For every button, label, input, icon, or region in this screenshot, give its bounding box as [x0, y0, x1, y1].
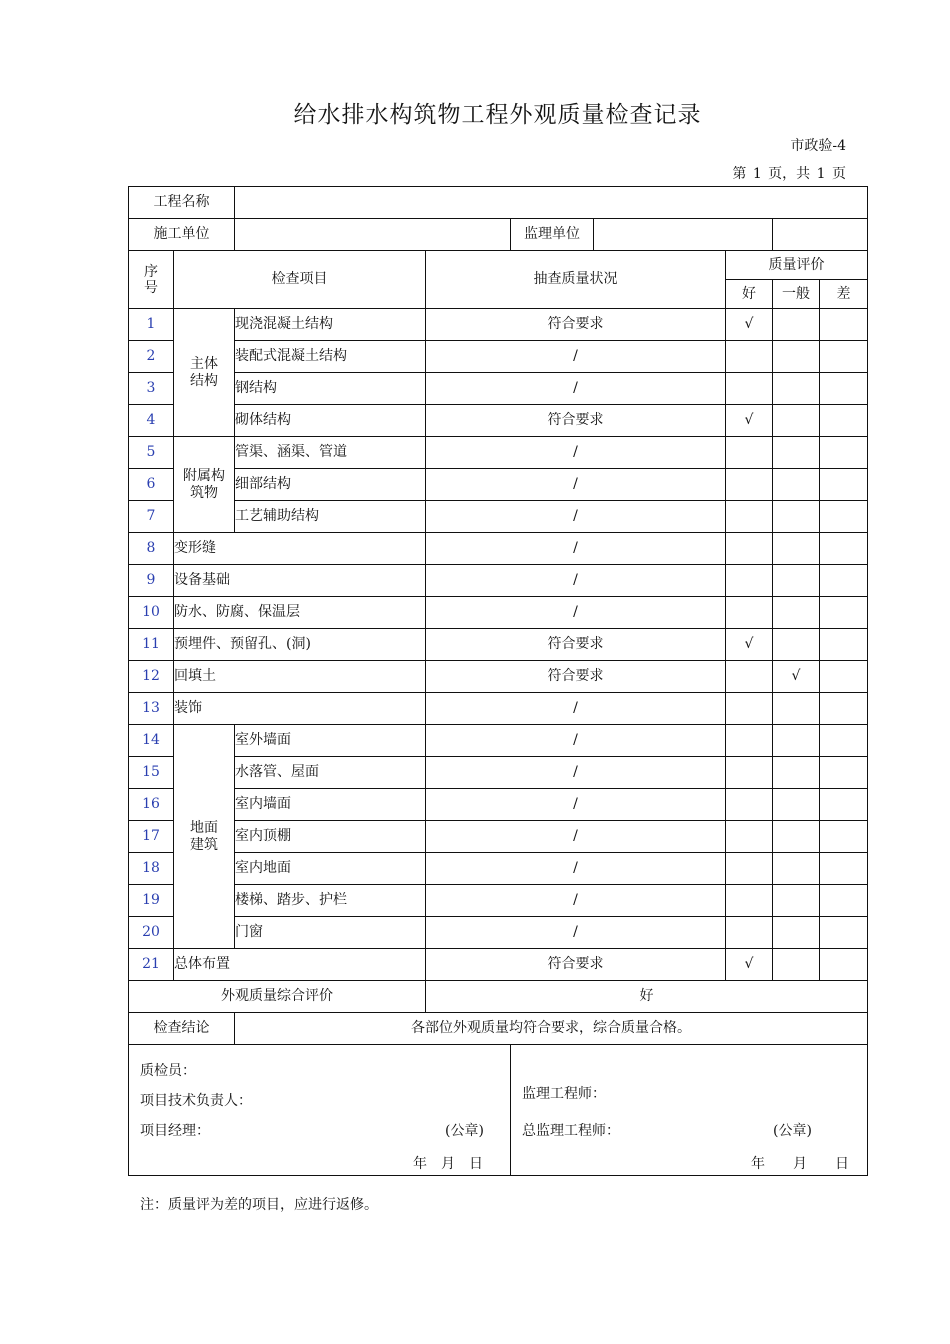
row-fair	[773, 597, 820, 629]
document-title: 给水排水构筑物工程外观质量检查记录	[293, 102, 702, 128]
header-fair: 一般	[773, 280, 820, 309]
row-status: /	[426, 725, 726, 757]
row-good	[726, 821, 773, 853]
seal-left: (公章)	[445, 1123, 484, 1139]
header-status: 抽查质量状况	[426, 251, 726, 309]
chief-supervisor-label: 总监理工程师：	[522, 1123, 620, 1139]
row-no: 2	[129, 341, 174, 373]
row-item: 楼梯、踏步、护栏	[235, 885, 426, 917]
header-seq-text: 序号	[144, 263, 158, 296]
row-fair	[773, 533, 820, 565]
row-good	[726, 725, 773, 757]
row-good	[726, 501, 773, 533]
row-fair	[773, 693, 820, 725]
row-no: 1	[129, 309, 174, 341]
row-good	[726, 757, 773, 789]
row-no: 9	[129, 565, 174, 597]
table-row	[129, 821, 868, 853]
row-fair	[773, 917, 820, 949]
row-no: 21	[129, 949, 174, 981]
supervisor-label: 监理工程师：	[522, 1086, 606, 1102]
row-poor	[820, 789, 868, 821]
row-no: 5	[129, 437, 174, 469]
row-no: 17	[129, 821, 174, 853]
row-status: /	[426, 469, 726, 501]
row-poor	[820, 917, 868, 949]
row-status: /	[426, 789, 726, 821]
group-ancillary	[174, 437, 235, 533]
row-item: 细部结构	[235, 469, 426, 501]
conclusion-value: 各部位外观质量均符合要求，综合质量合格。	[235, 1013, 868, 1045]
row-status: 符合要求	[426, 629, 726, 661]
construction-unit-label: 施工单位	[129, 219, 235, 251]
signature-contractor-section	[129, 1045, 511, 1176]
row-no: 14	[129, 725, 174, 757]
header-item: 检查项目	[174, 251, 426, 309]
construction-unit-field[interactable]	[235, 219, 511, 251]
row-status: 符合要求	[426, 309, 726, 341]
row-status: 符合要求	[426, 405, 726, 437]
project-manager-label: 项目经理：	[140, 1123, 210, 1139]
row-fair	[773, 405, 820, 437]
footnote: 注：质量评为差的项目，应进行返修。	[140, 1197, 378, 1213]
row-good: √	[726, 629, 773, 661]
overall-evaluation-label: 外观质量综合评价	[129, 981, 426, 1013]
row-poor	[820, 309, 868, 341]
conclusion-label: 检查结论	[129, 1013, 235, 1045]
row-poor	[820, 373, 868, 405]
row-status: /	[426, 533, 726, 565]
row-good	[726, 917, 773, 949]
group-ancillary-label: 附属构筑物	[183, 467, 225, 501]
row-no: 6	[129, 469, 174, 501]
row-poor	[820, 565, 868, 597]
row-no: 13	[129, 693, 174, 725]
row-item: 变形缝	[174, 533, 426, 565]
project-name-label: 工程名称	[129, 187, 235, 219]
signature-supervisor-section	[511, 1045, 868, 1176]
table-row	[129, 405, 868, 437]
table-row	[129, 437, 868, 469]
table-row	[129, 341, 868, 373]
table-row	[129, 853, 868, 885]
row-item: 装饰	[174, 693, 426, 725]
row-status: 符合要求	[426, 949, 726, 981]
row-status: /	[426, 501, 726, 533]
table-row	[129, 373, 868, 405]
row-no: 15	[129, 757, 174, 789]
row-no: 12	[129, 661, 174, 693]
row-poor	[820, 757, 868, 789]
row-poor	[820, 597, 868, 629]
row-fair	[773, 341, 820, 373]
row-fair	[773, 949, 820, 981]
date-left: 年 月 日	[413, 1156, 483, 1172]
row-poor	[820, 501, 868, 533]
row-fair	[773, 789, 820, 821]
row-item: 防水、防腐、保温层	[174, 597, 426, 629]
row-no: 10	[129, 597, 174, 629]
row-good	[726, 661, 773, 693]
row-no: 3	[129, 373, 174, 405]
group-main-structure-label: 主体结构	[190, 355, 218, 389]
inspection-table	[128, 186, 868, 1176]
overall-evaluation-value: 好	[426, 981, 868, 1013]
row-fair	[773, 821, 820, 853]
row-no: 18	[129, 853, 174, 885]
row-fair	[773, 501, 820, 533]
row-item: 门窗	[235, 917, 426, 949]
row-good	[726, 341, 773, 373]
inspector-label: 质检员：	[140, 1063, 196, 1079]
row-item: 水落管、屋面	[235, 757, 426, 789]
header-quality: 质量评价	[726, 251, 868, 280]
row-fair	[773, 629, 820, 661]
form-code: 市政验-4	[790, 138, 846, 154]
group-ground-building-label: 地面建筑	[190, 819, 218, 853]
row-fair	[773, 373, 820, 405]
row-item: 设备基础	[174, 565, 426, 597]
row-good	[726, 885, 773, 917]
row-poor	[820, 533, 868, 565]
row-poor	[820, 437, 868, 469]
row-fair	[773, 853, 820, 885]
row-item: 工艺辅助结构	[235, 501, 426, 533]
row-poor	[820, 725, 868, 757]
row-status: /	[426, 853, 726, 885]
row-good	[726, 789, 773, 821]
tech-lead-label: 项目技术负责人：	[140, 1093, 252, 1109]
row-item: 室内墙面	[235, 789, 426, 821]
header-seq	[129, 251, 174, 309]
row-status: /	[426, 917, 726, 949]
date-right: 年 月 日	[751, 1156, 849, 1172]
supervision-unit-field[interactable]	[594, 219, 773, 250]
row-no: 11	[129, 629, 174, 661]
row-good	[726, 469, 773, 501]
row-poor	[820, 629, 868, 661]
row-poor	[820, 885, 868, 917]
row-status: /	[426, 565, 726, 597]
row-item: 砌体结构	[235, 405, 426, 437]
row-fair	[773, 309, 820, 341]
row-poor	[820, 469, 868, 501]
seal-right: (公章)	[773, 1123, 812, 1139]
row-status: /	[426, 693, 726, 725]
row-fair	[773, 565, 820, 597]
group-main-structure	[174, 309, 235, 437]
row-item: 钢结构	[235, 373, 426, 405]
row-good: √	[726, 309, 773, 341]
row-status: /	[426, 821, 726, 853]
row-no: 20	[129, 917, 174, 949]
row-fair	[773, 885, 820, 917]
page-info: 第 1 页，共 1 页	[732, 166, 846, 182]
table-row	[129, 693, 868, 725]
row-good: √	[726, 949, 773, 981]
row-status: 符合要求	[426, 661, 726, 693]
row-good	[726, 853, 773, 885]
table-row	[129, 565, 868, 597]
row-poor	[820, 341, 868, 373]
row-status: /	[426, 885, 726, 917]
row-item: 室内顶棚	[235, 821, 426, 853]
table-row	[129, 597, 868, 629]
row-no: 7	[129, 501, 174, 533]
row-fair	[773, 437, 820, 469]
row-good	[726, 533, 773, 565]
row-poor	[820, 405, 868, 437]
row-item: 室内地面	[235, 853, 426, 885]
row-item: 装配式混凝土结构	[235, 341, 426, 373]
table-row	[129, 917, 868, 949]
row-good	[726, 693, 773, 725]
row-fair	[773, 757, 820, 789]
table-row	[129, 629, 868, 661]
row-no: 8	[129, 533, 174, 565]
table-row	[129, 309, 868, 341]
row-item: 管渠、涵渠、管道	[235, 437, 426, 469]
row-item: 总体布置	[174, 949, 426, 981]
row-status: /	[426, 437, 726, 469]
row-item: 回填土	[174, 661, 426, 693]
row-item: 现浇混凝土结构	[235, 309, 426, 341]
row-status: /	[426, 597, 726, 629]
row-fair: √	[773, 661, 820, 693]
row-fair	[773, 725, 820, 757]
row-no: 4	[129, 405, 174, 437]
row-poor	[820, 693, 868, 725]
project-name-field[interactable]	[235, 187, 868, 219]
row-good	[726, 373, 773, 405]
header-good: 好	[726, 280, 773, 309]
table-row	[129, 789, 868, 821]
row-poor	[820, 949, 868, 981]
table-row	[129, 885, 868, 917]
row-status: /	[426, 341, 726, 373]
table-row	[129, 757, 868, 789]
row-good	[726, 437, 773, 469]
table-row	[129, 725, 868, 757]
row-status: /	[426, 373, 726, 405]
row-fair	[773, 469, 820, 501]
row-good: √	[726, 405, 773, 437]
row-item: 室外墙面	[235, 725, 426, 757]
header-poor: 差	[820, 280, 868, 309]
row-no: 19	[129, 885, 174, 917]
supervision-unit-label: 监理单位	[511, 219, 594, 250]
table-row	[129, 469, 868, 501]
row-item: 预埋件、预留孔、(洞)	[174, 629, 426, 661]
row-poor	[820, 821, 868, 853]
table-row	[129, 501, 868, 533]
row-good	[726, 565, 773, 597]
row-poor	[820, 853, 868, 885]
row-poor	[820, 661, 868, 693]
table-row	[129, 949, 868, 981]
table-row	[129, 661, 868, 693]
supervision-unit-field-ext[interactable]	[773, 219, 868, 251]
row-good	[726, 597, 773, 629]
group-ground-building	[174, 725, 235, 949]
table-row	[129, 533, 868, 565]
row-status: /	[426, 757, 726, 789]
row-no: 16	[129, 789, 174, 821]
